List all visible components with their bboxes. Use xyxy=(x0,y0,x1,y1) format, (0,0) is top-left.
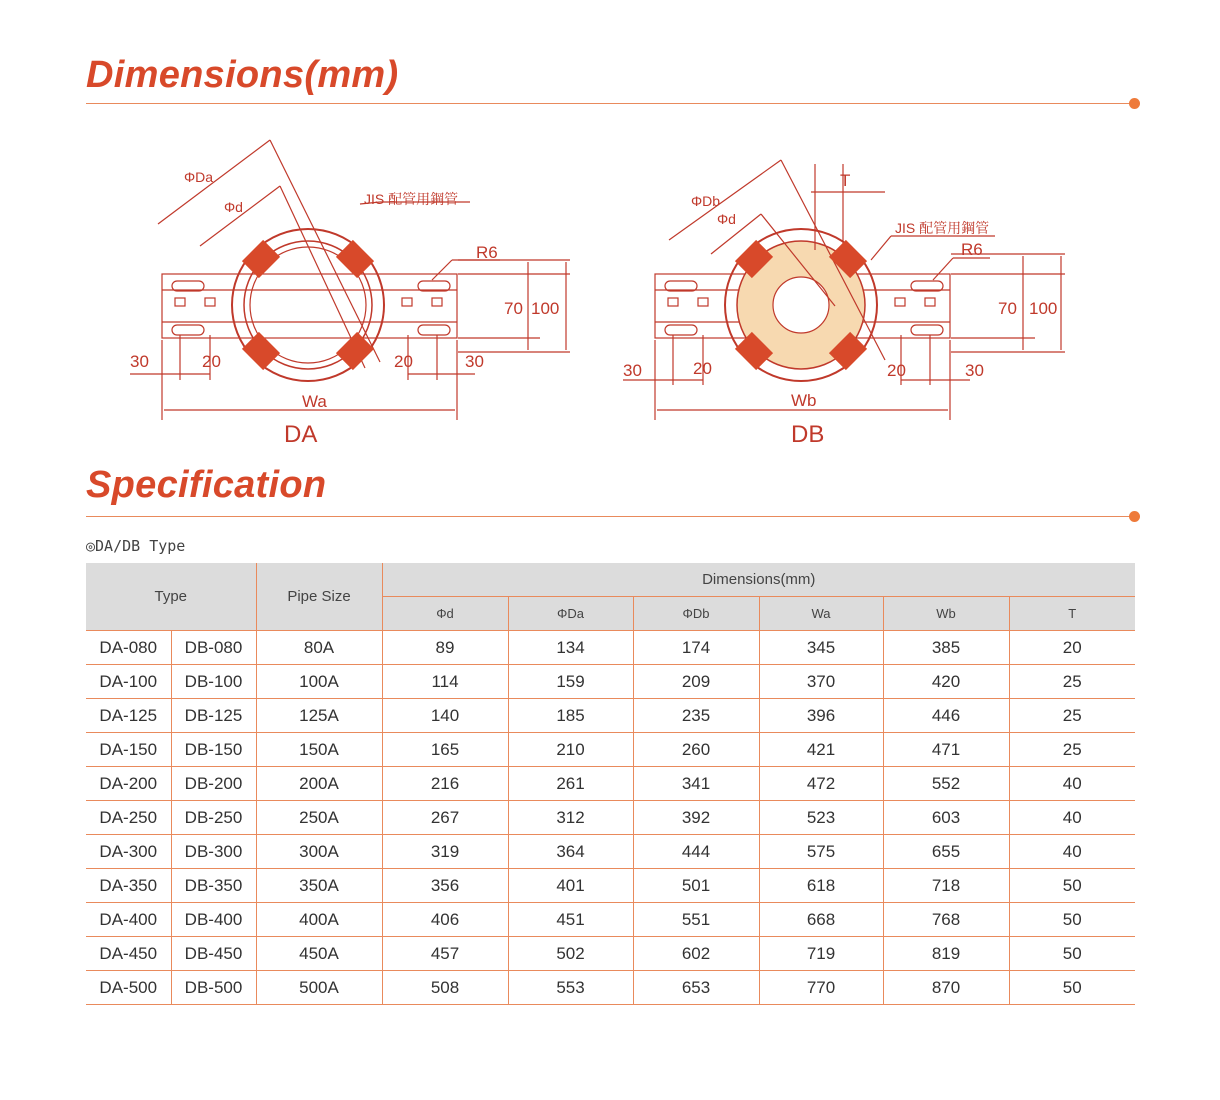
cell-wa: 618 xyxy=(759,869,883,903)
cell-da: 364 xyxy=(508,835,633,869)
cell-t: 40 xyxy=(1009,835,1135,869)
cell-da-type: DA-400 xyxy=(86,903,171,937)
cell-size: 125A xyxy=(256,699,382,733)
db-right-20: 20 xyxy=(887,361,906,380)
cell-wa: 345 xyxy=(759,631,883,665)
cell-db-type: DB-080 xyxy=(171,631,256,665)
table-row xyxy=(86,869,1135,903)
cell-db: 341 xyxy=(633,767,759,801)
cell-da-type: DA-450 xyxy=(86,937,171,971)
db-phi-inner: Φd xyxy=(717,211,736,227)
cell-wb: 655 xyxy=(883,835,1009,869)
header-wb: Wb xyxy=(883,597,1009,631)
cell-wb: 768 xyxy=(883,903,1009,937)
spec-table-body xyxy=(86,631,1135,1005)
da-right-30: 30 xyxy=(465,352,484,371)
header-da: ΦDa xyxy=(508,597,633,631)
cell-da-type: DA-500 xyxy=(86,971,171,1005)
da-pipe-label: JIS 配管用鋼管 xyxy=(364,191,459,207)
da-left-20: 20 xyxy=(202,352,221,371)
cell-t: 25 xyxy=(1009,733,1135,767)
cell-db: 392 xyxy=(633,801,759,835)
db-height-70: 70 xyxy=(998,299,1017,318)
cell-db: 235 xyxy=(633,699,759,733)
cell-size: 200A xyxy=(256,767,382,801)
db-left-20: 20 xyxy=(693,359,712,378)
header-db: ΦDb xyxy=(633,597,759,631)
cell-db: 602 xyxy=(633,937,759,971)
cell-da: 312 xyxy=(508,801,633,835)
cell-da: 134 xyxy=(508,631,633,665)
cell-db: 444 xyxy=(633,835,759,869)
table-row xyxy=(86,665,1135,699)
cell-wb: 552 xyxy=(883,767,1009,801)
header-wa: Wa xyxy=(759,597,883,631)
cell-da: 451 xyxy=(508,903,633,937)
dimensions-title: Dimensions(mm) xyxy=(86,54,399,96)
cell-d: 165 xyxy=(382,733,508,767)
cell-size: 150A xyxy=(256,733,382,767)
db-phi-outer: ΦDb xyxy=(691,193,721,209)
cell-db-type: DB-300 xyxy=(171,835,256,869)
cell-wb: 603 xyxy=(883,801,1009,835)
dimensions-rule xyxy=(86,103,1134,104)
header-dimensions: Dimensions(mm) xyxy=(382,563,1135,597)
cell-db: 501 xyxy=(633,869,759,903)
table-row xyxy=(86,699,1135,733)
da-width: Wa xyxy=(302,392,327,411)
da-label: DA xyxy=(284,421,318,448)
cell-size: 350A xyxy=(256,869,382,903)
cell-t: 50 xyxy=(1009,937,1135,971)
cell-db-type: DB-450 xyxy=(171,937,256,971)
cell-db: 551 xyxy=(633,903,759,937)
db-pipe xyxy=(773,277,829,333)
cell-size: 400A xyxy=(256,903,382,937)
spec-table xyxy=(86,563,1135,1005)
db-width: Wb xyxy=(791,391,817,410)
cell-d: 356 xyxy=(382,869,508,903)
cell-da: 159 xyxy=(508,665,633,699)
cell-d: 406 xyxy=(382,903,508,937)
table-row xyxy=(86,631,1135,665)
cell-t: 50 xyxy=(1009,869,1135,903)
cell-wa: 719 xyxy=(759,937,883,971)
rule-dot xyxy=(1129,511,1140,522)
cell-da-type: DA-200 xyxy=(86,767,171,801)
cell-size: 300A xyxy=(256,835,382,869)
cell-da-type: DA-100 xyxy=(86,665,171,699)
cell-da: 553 xyxy=(508,971,633,1005)
da-phi-outer: ΦDa xyxy=(184,169,214,185)
cell-d: 114 xyxy=(382,665,508,699)
cell-d: 508 xyxy=(382,971,508,1005)
cell-db-type: DB-125 xyxy=(171,699,256,733)
cell-wb: 420 xyxy=(883,665,1009,699)
cell-wb: 819 xyxy=(883,937,1009,971)
cell-size: 100A xyxy=(256,665,382,699)
table-subtitle: ◎DA/DB Type xyxy=(86,537,186,555)
cell-t: 50 xyxy=(1009,903,1135,937)
cell-da: 502 xyxy=(508,937,633,971)
cell-db-type: DB-250 xyxy=(171,801,256,835)
cell-t: 50 xyxy=(1009,971,1135,1005)
diagram-da xyxy=(120,130,590,460)
cell-da: 210 xyxy=(508,733,633,767)
cell-db-type: DB-500 xyxy=(171,971,256,1005)
db-label: DB xyxy=(791,421,825,448)
cell-t: 25 xyxy=(1009,665,1135,699)
rule-dot xyxy=(1129,98,1140,109)
cell-wa: 472 xyxy=(759,767,883,801)
db-right-30: 30 xyxy=(965,361,984,380)
da-right-20: 20 xyxy=(394,352,413,371)
da-radius: R6 xyxy=(476,243,498,262)
cell-t: 40 xyxy=(1009,801,1135,835)
db-radius: R6 xyxy=(961,240,983,259)
cell-wb: 385 xyxy=(883,631,1009,665)
specification-rule xyxy=(86,516,1134,517)
cell-size: 250A xyxy=(256,801,382,835)
cell-wa: 770 xyxy=(759,971,883,1005)
cell-size: 500A xyxy=(256,971,382,1005)
cell-db-type: DB-400 xyxy=(171,903,256,937)
cell-da-type: DA-125 xyxy=(86,699,171,733)
cell-da: 185 xyxy=(508,699,633,733)
table-row xyxy=(86,767,1135,801)
table-row xyxy=(86,971,1135,1005)
cell-da: 261 xyxy=(508,767,633,801)
cell-da-type: DA-150 xyxy=(86,733,171,767)
header-d: Φd xyxy=(382,597,508,631)
cell-db-type: DB-350 xyxy=(171,869,256,903)
specification-title: Specification xyxy=(86,464,327,506)
cell-wb: 446 xyxy=(883,699,1009,733)
cell-da-type: DA-250 xyxy=(86,801,171,835)
cell-wa: 523 xyxy=(759,801,883,835)
table-row xyxy=(86,903,1135,937)
da-height-70: 70 xyxy=(504,299,523,318)
cell-db: 260 xyxy=(633,733,759,767)
cell-d: 216 xyxy=(382,767,508,801)
cell-size: 80A xyxy=(256,631,382,665)
cell-d: 319 xyxy=(382,835,508,869)
cell-wa: 370 xyxy=(759,665,883,699)
cell-d: 140 xyxy=(382,699,508,733)
db-left-30: 30 xyxy=(623,361,642,380)
table-row xyxy=(86,801,1135,835)
cell-wb: 718 xyxy=(883,869,1009,903)
cell-db: 653 xyxy=(633,971,759,1005)
db-pipe-label: JIS 配管用鋼管 xyxy=(895,220,990,236)
header-t: T xyxy=(1009,597,1135,631)
da-height-100: 100 xyxy=(531,299,560,318)
cell-d: 267 xyxy=(382,801,508,835)
db-thick: T xyxy=(840,171,851,190)
cell-d: 89 xyxy=(382,631,508,665)
cell-wa: 396 xyxy=(759,699,883,733)
cell-t: 40 xyxy=(1009,767,1135,801)
cell-wa: 575 xyxy=(759,835,883,869)
cell-t: 25 xyxy=(1009,699,1135,733)
table-row xyxy=(86,733,1135,767)
cell-da: 401 xyxy=(508,869,633,903)
table-row xyxy=(86,835,1135,869)
cell-db: 174 xyxy=(633,631,759,665)
cell-db-type: DB-200 xyxy=(171,767,256,801)
header-pipe-size: Pipe Size xyxy=(256,563,382,631)
cell-da-type: DA-350 xyxy=(86,869,171,903)
da-phi-inner: Φd xyxy=(224,199,243,215)
da-left-30: 30 xyxy=(130,352,149,371)
cell-db-type: DB-100 xyxy=(171,665,256,699)
cell-wa: 421 xyxy=(759,733,883,767)
db-height-100: 100 xyxy=(1029,299,1058,318)
cell-da-type: DA-080 xyxy=(86,631,171,665)
diagram-db xyxy=(615,130,1085,460)
cell-db: 209 xyxy=(633,665,759,699)
cell-db-type: DB-150 xyxy=(171,733,256,767)
cell-wa: 668 xyxy=(759,903,883,937)
cell-wb: 471 xyxy=(883,733,1009,767)
cell-size: 450A xyxy=(256,937,382,971)
cell-d: 457 xyxy=(382,937,508,971)
cell-wb: 870 xyxy=(883,971,1009,1005)
cell-da-type: DA-300 xyxy=(86,835,171,869)
cell-t: 20 xyxy=(1009,631,1135,665)
header-type: Type xyxy=(86,563,256,631)
table-row xyxy=(86,937,1135,971)
da-block xyxy=(242,240,280,278)
